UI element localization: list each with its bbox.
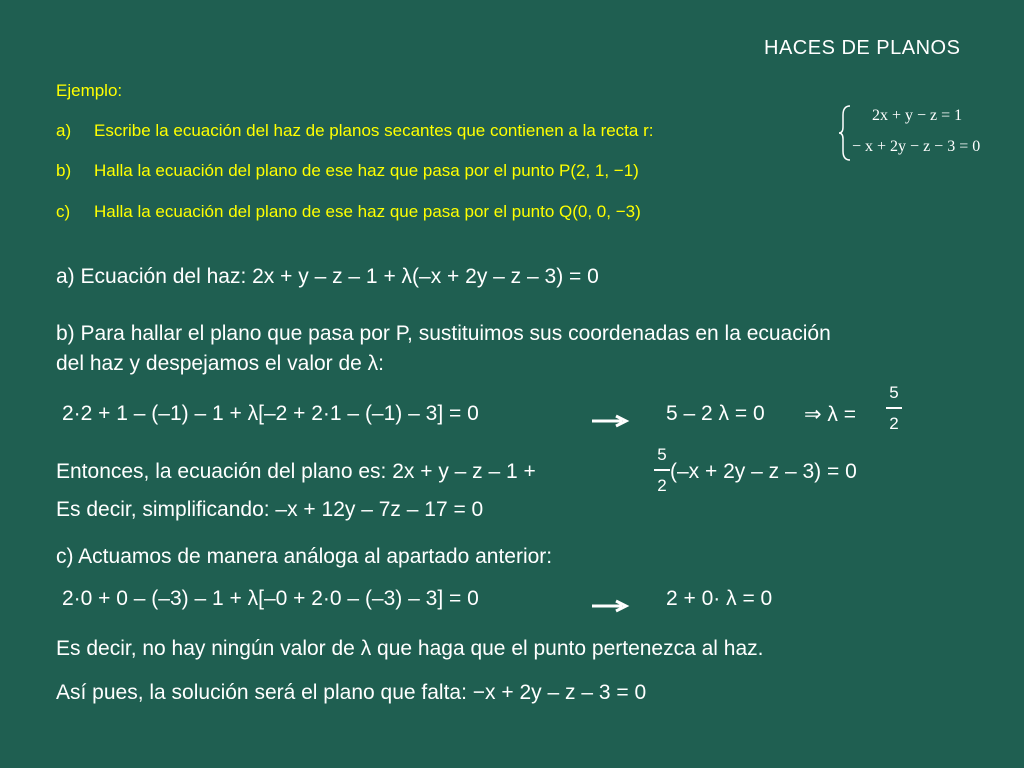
fraction-numerator: 5: [657, 445, 667, 464]
solution-b-simplified: Es decir, simplificando: –x + 12y – 7z – 17 = 0: [56, 498, 484, 521]
item-text: Escribe la ecuación del haz de planos secantes que contienen a la recta r:: [94, 121, 654, 140]
example-item-a: [56, 121, 653, 141]
solution-b-result: 5 – 2 λ = 0: [666, 402, 765, 425]
solution-c-conclusion-1: Es decir, no hay ningún valor de λ que haga que el punto pertenezca al haz.: [56, 637, 764, 660]
item-label: b): [56, 161, 72, 180]
solution-c-substitution: 2·0 + 0 – (–3) – 1 + λ[–0 + 2·0 – (–3) – 3] = 0: [62, 587, 479, 610]
right-arrow-icon: [592, 599, 632, 613]
fraction-denominator: 2: [889, 413, 899, 433]
solution-c: c) Actuamos de manera análoga al apartado anterior:: [56, 545, 553, 568]
solution-b-implies: ⇒ λ =: [804, 403, 857, 426]
solution-b-plane-prefix: Entonces, la ecuación del plano es: 2x + y – z – 1 +: [56, 460, 536, 483]
solution-b-line-2: del haz y despejamos el valor de λ:: [56, 352, 385, 375]
fraction-denominator: 2: [657, 475, 667, 495]
item-label: c): [56, 202, 71, 221]
solution-c-result: 2 + 0· λ = 0: [666, 587, 773, 610]
plane-fraction: [654, 446, 670, 494]
right-arrow-icon: [592, 414, 632, 428]
example-item-c: [56, 202, 641, 222]
slide-title: HACES DE PLANOS: [764, 37, 961, 59]
solution-b-plane-suffix: (–x + 2y – z – 3) = 0: [670, 460, 857, 483]
system-equation-2: − x + 2y − z − 3 = 0: [852, 138, 981, 155]
solution-c-conclusion-2: Así pues, la solución será el plano que falta: −x + 2y – z – 3 = 0: [56, 681, 647, 704]
solution-b-line-1: b) Para hallar el plano que pasa por P, sustituimos sus coordenadas en la ecuación: [56, 322, 831, 345]
lambda-fraction: [886, 384, 902, 432]
fraction-numerator: 5: [889, 383, 899, 402]
item-text: Halla la ecuación del plano de ese haz que pasa por el punto P(2, 1, −1): [94, 161, 639, 180]
item-text: Halla la ecuación del plano de ese haz que pasa por el punto Q(0, 0, −3): [94, 202, 641, 221]
solution-b-substitution: 2·2 + 1 – (–1) – 1 + λ[–2 + 2·1 – (–1) – 3] = 0: [62, 402, 479, 425]
example-item-b: [56, 161, 639, 181]
item-label: a): [56, 121, 72, 140]
solution-a: a) Ecuación del haz: 2x + y – z – 1 + λ(–x + 2y – z – 3) = 0: [56, 265, 599, 288]
example-heading: Ejemplo:: [56, 81, 123, 100]
system-equation-1: 2x + y − z = 1: [872, 107, 963, 124]
left-brace-icon: [838, 105, 852, 161]
